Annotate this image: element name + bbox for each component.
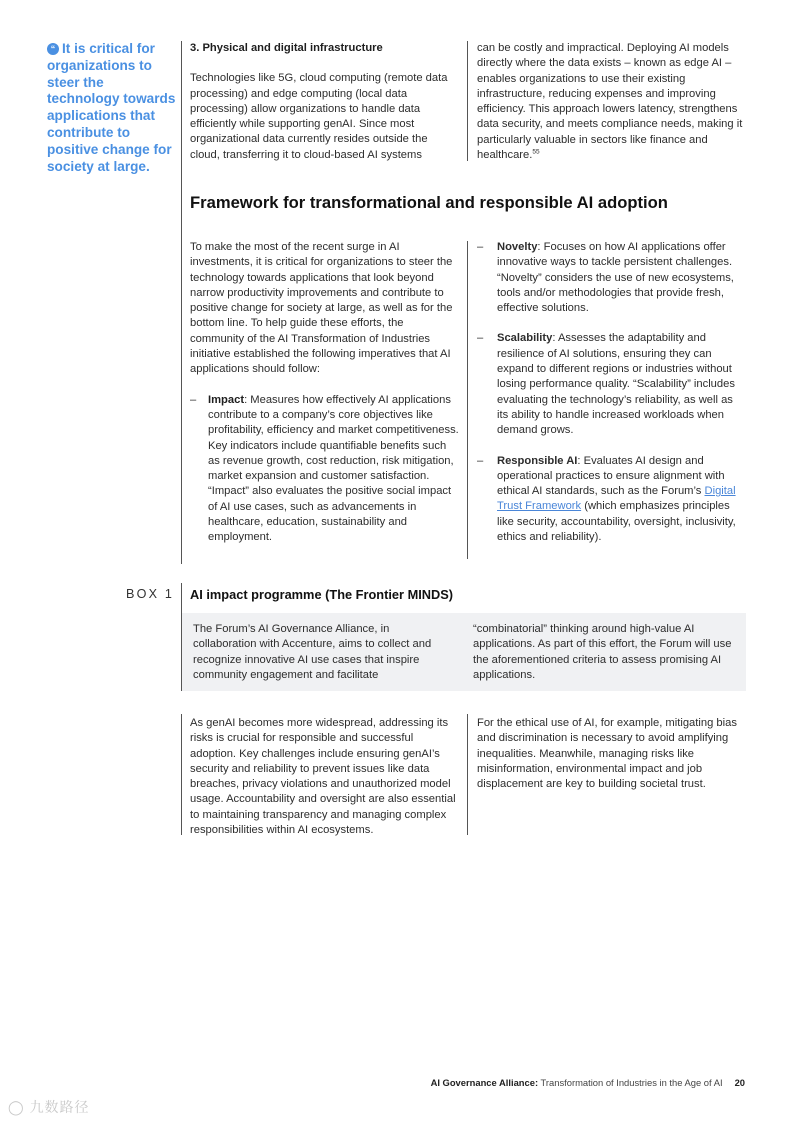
bullet-dash: – [477,332,484,345]
quote-mark-icon: “ [47,43,59,55]
infra-left-column [190,41,458,163]
infra-column-divider [467,41,468,161]
framework-right-column [477,240,747,545]
bullet-dash: – [477,241,484,253]
box-label: BOX 1 [126,587,175,601]
responsible-ai-bullet [477,454,747,546]
footer-title: Transformation of Industries in the Age of AI [538,1077,723,1088]
watermark [8,1097,90,1117]
framework-left-column [190,240,460,546]
footer-publisher: AI Governance Alliance: [430,1077,539,1088]
digital-trust-framework-link[interactable]: Digital Trust Framework [497,485,736,513]
framework-column-divider [467,241,468,559]
main-column-rule [181,41,182,564]
framework-intro: To make the most of the recent surge in AI investments, it is critical for organizations to steer the technology towards applications that look beyond narrow productivity improvements and contribute to positive change for society at large, as well as for the bottom line. To help guide these efforts, the community of the AI Transformation of Industries initiative established the following imperatives that AI applications should follow: [190,241,453,376]
closing-left-text: As genAI becomes more widespread, addressing its risks is crucial for responsible and successful adoption. Key challenges include ensuring genAI’s security and reliability to prevent issues like data breaches, privacy violations and unauthorized model usage. Accountability and oversight are also essential to maintaining transparency and managing complex responsibilities within AI ecosystems. [190,717,456,837]
bullet-dash: – [190,393,197,406]
pull-quote [47,41,177,175]
infra-right-text: can be costly and impractical. Deploying AI models directly where the data exists – known as edge AI – enables organizations to use their existing infrastructure, reducing expenses and improving efficiency. This approach lowers latency, strengthens data security, and meets compliance needs, making it particularly valuable in sectors like finance and healthcare. [477,42,743,162]
page-number: 20 [734,1077,745,1088]
novelty-term: Novelty [497,241,538,253]
novelty-text: : Focuses on how AI applications offer innovative ways to tackle persistent challenges. “Novelty” considers the use of new ecosystems, tools and/or methodologies that provide fresh, effective solutions. [497,241,734,315]
responsible-ai-text-after: (which emphasizes principles like security, accountability, oversight, inclusivity, ethics and reliability). [497,500,736,544]
section-title: Framework for transformational and responsible AI adoption [190,193,668,212]
infra-heading: 3. Physical and digital infrastructure [190,42,383,54]
responsible-ai-term: Responsible AI [497,454,578,467]
page-footer [431,1077,745,1088]
novelty-bullet [477,240,747,316]
scalability-term: Scalability [497,332,553,345]
impact-term: Impact [208,393,245,406]
infra-right-column [477,41,747,163]
infra-left-text: Technologies like 5G, cloud computing (remote data processing) and edge computing (local data processing) allow organizations to handle data efficiently while supporting genAI. Since most organizational data currently resides outside the cloud, transferring it to cloud-based AI systems [190,72,448,161]
watermark-logo-icon: ◯ [8,1099,25,1115]
box-left-text: The Forum’s AI Governance Alliance, in collaboration with Accenture, aims to collect and recognize innovative AI use cases that inspire community engagement and facilitate [193,623,432,681]
footnote-marker: 55 [532,148,540,156]
pull-quote-text: It is critical for organizations to steer the technology towards applications that contribute to positive change for society at large. [47,41,176,174]
impact-bullet [190,393,460,546]
bullet-dash: – [477,454,484,467]
impact-text: : Measures how effectively AI applications contribute to a company’s core objectives like profitability, efficiency and market competitiveness. Key indicators include quantifiable benefits such as revenue growth, cost reduction, risk mitigation, market expansion and customer satisfaction. “Impact” also evaluates the positive social impact of AI use cases, such as advancements in healthcare, education, sustainability and employment. [208,393,459,544]
closing-column-divider [467,714,468,835]
scalability-text: : Assesses the adaptability and resilience of AI solutions, ensuring they can expand to different regions or industries without losing performance quality. “Scalability” includes evaluating the technology’s reliability, as well as its ability to handle increased workloads when demand grows. [497,332,735,437]
responsible-ai-text-before: : Evaluates AI design and operational practices to ensure alignment with ethical AI standards, such as the Forum’s [497,454,725,498]
closing-right-text: For the ethical use of AI, for example, mitigating bias and discrimination is necessary to avoid amplifying inequalities. Meanwhile, managing risks like misinformation, environmental impact and job displacement are key to building societal trust. [477,717,737,791]
box-title: AI impact programme (The Frontier MINDS) [190,587,454,602]
scalability-bullet [477,331,747,438]
closing-rule [181,714,182,835]
watermark-text: 九数路径 [29,1099,90,1115]
box-right-text: “combinatorial” thinking around high-value AI applications. As part of this effort, the Forum will use the aforementioned criteria to assess promising AI applications. [473,623,732,681]
